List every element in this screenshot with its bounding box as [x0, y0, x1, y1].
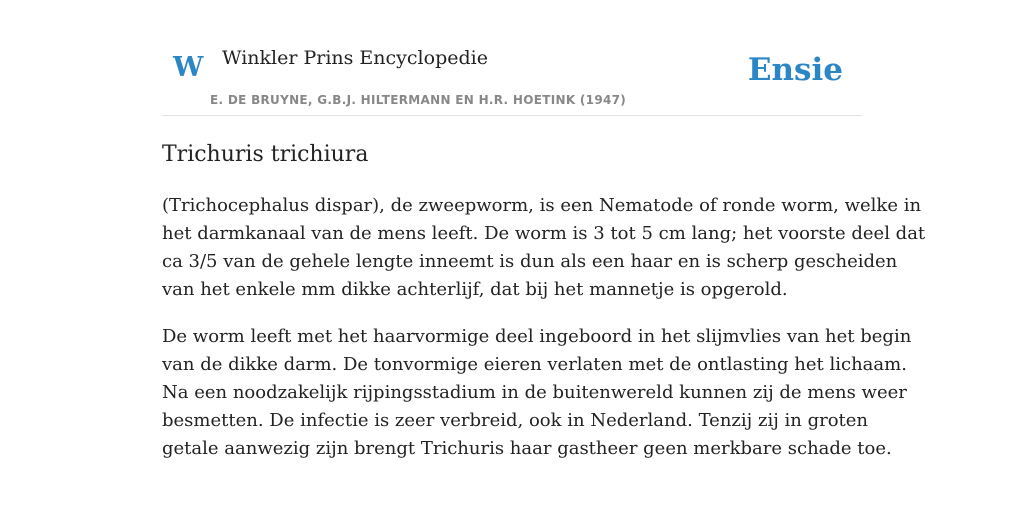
encyclopedia-title[interactable]: Winkler Prins Encyclopedie	[222, 47, 488, 69]
ensie-logo[interactable]: Ensie	[747, 52, 843, 88]
winkler-prins-logo[interactable]: W	[173, 52, 204, 83]
authors-byline: E. DE BRUYNE, G.B.J. HILTERMANN EN H.R. HOETINK (1947)	[210, 93, 627, 107]
entry-content	[162, 140, 926, 463]
paragraph-line: van de dikke darm. De tonvormige eieren verlaten met de ontlasting het lichaam.	[162, 354, 907, 375]
entry-title: Trichuris trichiura	[162, 142, 369, 167]
paragraph-line: Na een noodzakelijk rijpingsstadium in de buitenwereld kunnen zij de mens weer	[162, 382, 907, 403]
paragraph-line: ca 3/5 van de gehele lengte inneemt is dun als een haar en is scherp gescheiden	[162, 251, 898, 272]
entry-paragraph	[162, 192, 926, 304]
entry-paragraph	[162, 323, 912, 463]
paragraph-line: De worm leeft met het haarvormige deel ingeboord in het slijmvlies van het begin	[162, 326, 912, 347]
paragraph-line: het darmkanaal van de mens leeft. De worm is 3 tot 5 cm lang; het voorste deel dat	[162, 223, 926, 244]
paragraph-line: besmetten. De infectie is zeer verbreid, ook in Nederland. Tenzij zij in groten	[162, 410, 869, 431]
site-header	[162, 30, 862, 116]
paragraph-line: (Trichocephalus dispar), de zweepworm, is een Nematode of ronde worm, welke in	[162, 195, 922, 216]
paragraph-line: getale aanwezig zijn brengt Trichuris haar gastheer geen merkbare schade toe.	[162, 438, 892, 459]
paragraph-line: van het enkele mm dikke achterlijf, dat bij het mannetje is opgerold.	[162, 279, 788, 300]
